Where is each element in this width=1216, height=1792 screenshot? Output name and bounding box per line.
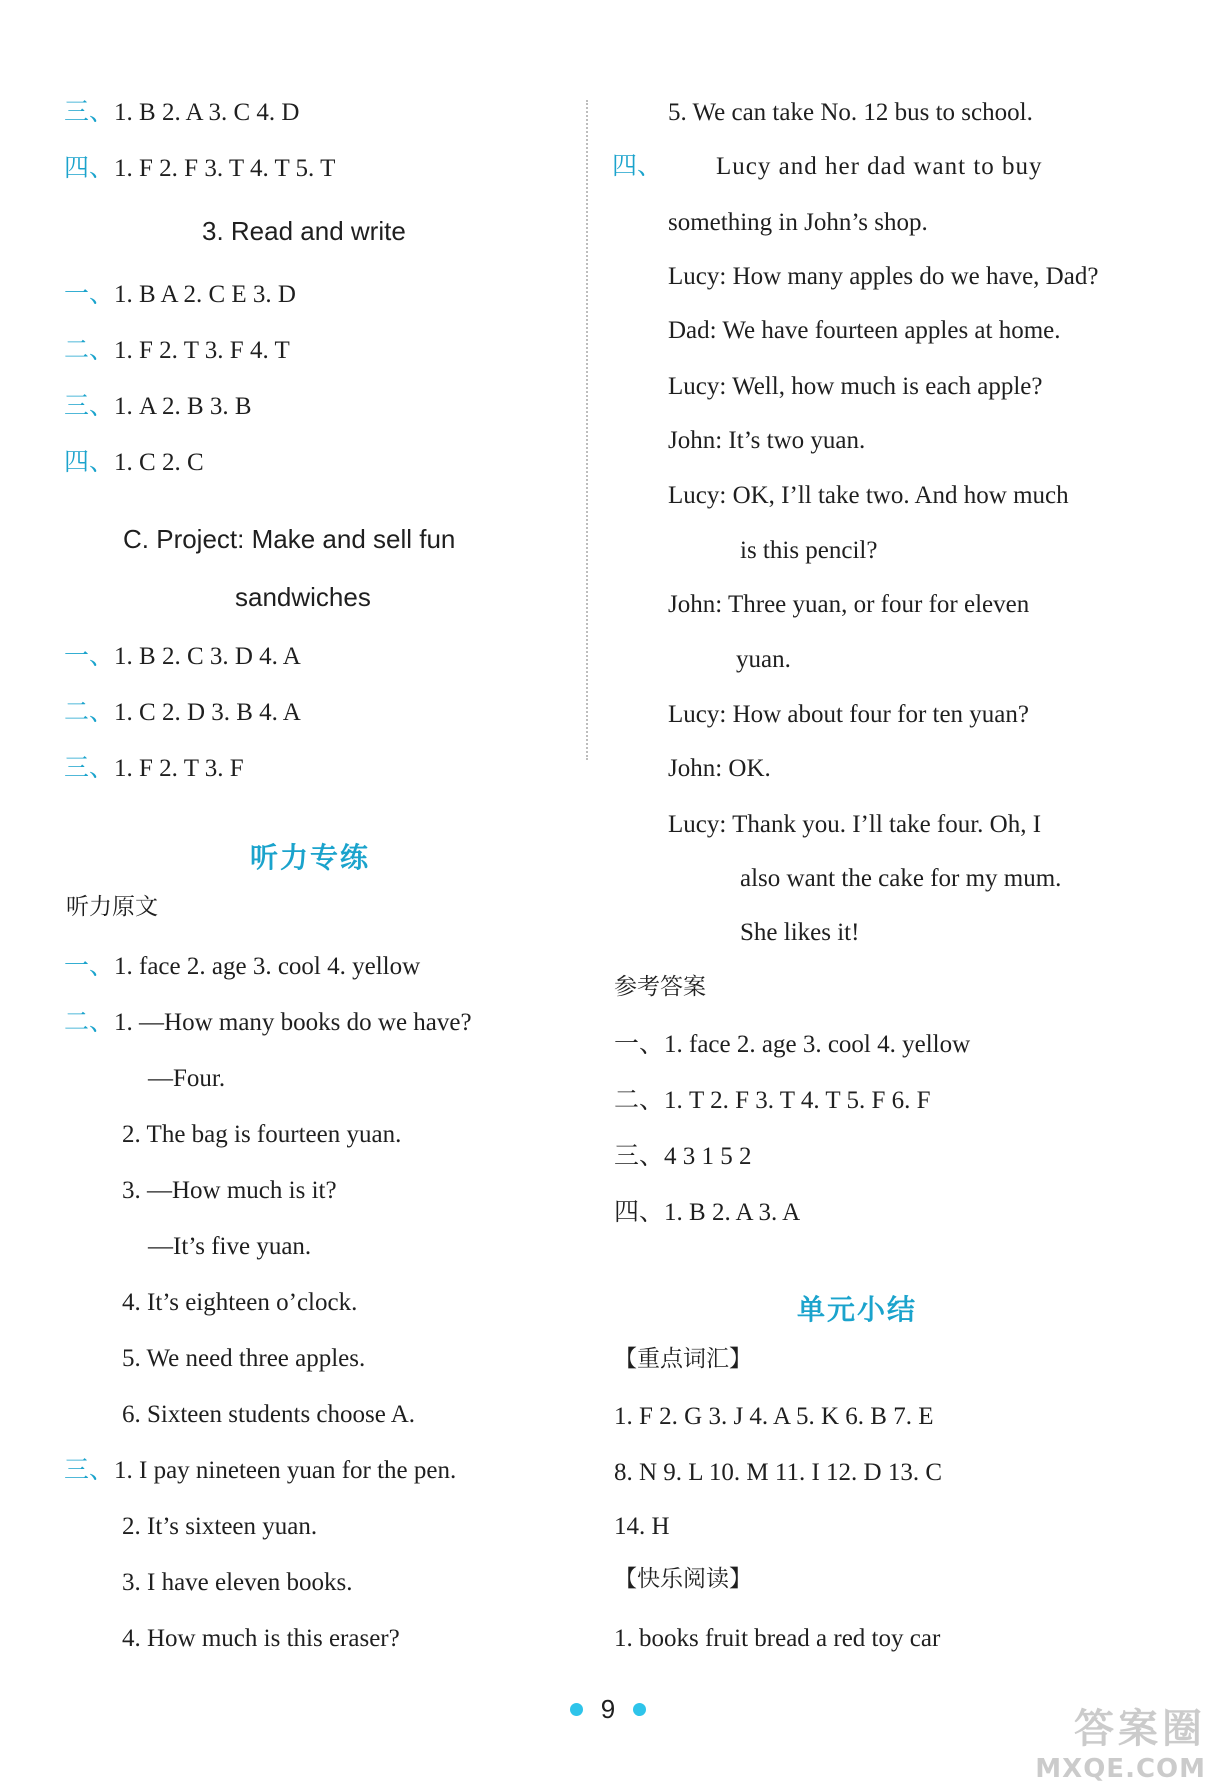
dialogue-line: Lucy: OK, I’ll take two. And how much xyxy=(668,482,1069,509)
subsection-label: 【重点词汇】 xyxy=(614,1346,752,1372)
answer-text: 1. C 2. D 3. B 4. A xyxy=(114,699,301,726)
answer-row xyxy=(614,1198,800,1228)
answer-row xyxy=(64,392,252,422)
answer-text: 1. B 2. A 3. A xyxy=(664,1199,801,1226)
section-heading: C. Project: Make and sell fun xyxy=(123,524,456,554)
answer-text: 1. face 2. age 3. cool 4. yellow xyxy=(664,1031,971,1058)
text-line: 5. We need three apples. xyxy=(122,1345,366,1372)
item-label: 一、 xyxy=(64,643,115,670)
answer-row xyxy=(614,1030,970,1060)
dialogue-line: John: It’s two yuan. xyxy=(668,427,866,454)
item-label: 二、 xyxy=(64,699,115,726)
text-line: 3. —How much is it? xyxy=(122,1177,337,1204)
answer-text: 1. F 2. T 3. F xyxy=(114,755,244,782)
item-label: 三、 xyxy=(64,755,115,782)
answer-text: 1. C 2. C xyxy=(114,449,204,476)
watermark-mark: 答案圈 xyxy=(1074,1706,1206,1752)
item-label: 三、 xyxy=(614,1143,665,1170)
page-footer xyxy=(0,1694,1216,1725)
answer-row xyxy=(64,1008,472,1038)
text-line: 5. We can take No. 12 bus to school. xyxy=(668,99,1033,126)
answer-text: 4 3 1 5 2 xyxy=(664,1143,752,1170)
answer-row xyxy=(64,754,244,784)
answer-row xyxy=(64,336,290,366)
answer-text: 1. B A 2. C E 3. D xyxy=(114,281,296,308)
text-line: something in John’s shop. xyxy=(668,209,928,236)
answer-row xyxy=(64,952,420,982)
bullet-dot-icon xyxy=(633,1703,646,1716)
text-line: 1. books fruit bread a red toy car xyxy=(614,1625,941,1652)
answer-row xyxy=(612,152,1043,182)
item-label: 一、 xyxy=(64,281,115,308)
answer-text: Lucy and her dad want to buy xyxy=(716,153,1043,180)
text-line: 4. How much is this eraser? xyxy=(122,1625,400,1652)
section-title: 听力专练 xyxy=(250,841,371,874)
answer-text: 1. F 2. T 3. F 4. T xyxy=(114,337,290,364)
answer-row xyxy=(614,1142,752,1172)
dialogue-line-cont: is this pencil? xyxy=(740,537,878,564)
answer-row xyxy=(64,98,299,128)
answer-text: 1. B 2. A 3. C 4. D xyxy=(114,99,300,126)
text-line: 8. N 9. L 10. M 11. I 12. D 13. C xyxy=(614,1459,943,1486)
answer-text: 1. F 2. F 3. T 4. T 5. T xyxy=(114,155,336,182)
subsection-label: 听力原文 xyxy=(66,894,158,920)
bullet-dot-icon xyxy=(570,1703,583,1716)
text-line: 14. H xyxy=(614,1513,670,1540)
dialogue-line: Lucy: Thank you. I’ll take four. Oh, I xyxy=(668,811,1042,838)
answer-text: 1. face 2. age 3. cool 4. yellow xyxy=(114,953,421,980)
answer-row xyxy=(64,154,335,184)
dialogue-line-cont: She likes it! xyxy=(740,919,860,946)
item-label: 二、 xyxy=(614,1087,665,1114)
text-line: 3. I have eleven books. xyxy=(122,1569,353,1596)
item-label: 三、 xyxy=(64,1457,115,1484)
answer-text: 1. A 2. B 3. B xyxy=(114,393,252,420)
item-label: 四、 xyxy=(64,449,115,476)
text-line: 2. It’s sixteen yuan. xyxy=(122,1513,318,1540)
answer-row xyxy=(64,1456,456,1486)
answer-text: 1. B 2. C 3. D 4. A xyxy=(114,643,301,670)
watermark xyxy=(1035,1697,1206,1784)
answer-text: 1. I pay nineteen yuan for the pen. xyxy=(114,1457,457,1484)
text-line: 6. Sixteen students choose A. xyxy=(122,1401,416,1428)
item-label: 二、 xyxy=(64,337,115,364)
column-divider xyxy=(586,100,588,760)
item-label: 四、 xyxy=(614,1199,665,1226)
dialogue-line-cont: also want the cake for my mum. xyxy=(740,865,1062,892)
dialogue-line-cont: yuan. xyxy=(736,646,791,673)
item-label: 三、 xyxy=(64,393,115,420)
answer-text: 1. T 2. F 3. T 4. T 5. F 6. F xyxy=(664,1087,931,1114)
subsection-label: 参考答案 xyxy=(614,974,706,1000)
item-label: 一、 xyxy=(64,953,115,980)
item-label: 四、 xyxy=(64,155,115,182)
dialogue-line: John: OK. xyxy=(668,755,771,782)
answer-row xyxy=(64,280,296,310)
dialogue-line: John: Three yuan, or four for eleven xyxy=(668,591,1030,618)
section-heading-cont: sandwiches xyxy=(235,582,371,612)
answer-text: 1. —How many books do we have? xyxy=(114,1009,472,1036)
item-label: 一、 xyxy=(614,1031,665,1058)
answer-row xyxy=(64,448,204,478)
dialogue-line: Lucy: Well, how much is each apple? xyxy=(668,373,1043,400)
dialogue-line: Lucy: How about four for ten yuan? xyxy=(668,701,1029,728)
text-line: —Four. xyxy=(148,1065,226,1092)
dialogue-line: Dad: We have fourteen apples at home. xyxy=(668,317,1061,344)
item-label: 四、 xyxy=(612,153,663,180)
section-heading: 3. Read and write xyxy=(202,216,406,246)
dialogue-line: Lucy: How many apples do we have, Dad? xyxy=(668,263,1099,290)
answer-row xyxy=(614,1086,931,1116)
watermark-url: MXQE.COM xyxy=(1035,1754,1206,1784)
text-line: —It’s five yuan. xyxy=(148,1233,312,1260)
item-label: 二、 xyxy=(64,1009,115,1036)
subsection-label: 【快乐阅读】 xyxy=(614,1566,752,1592)
text-line: 1. F 2. G 3. J 4. A 5. K 6. B 7. E xyxy=(614,1403,934,1430)
item-label: 三、 xyxy=(64,99,115,126)
text-line: 2. The bag is fourteen yuan. xyxy=(122,1121,402,1148)
section-title: 单元小结 xyxy=(797,1293,918,1326)
page-number: 9 xyxy=(600,1694,616,1724)
answer-row xyxy=(64,642,301,672)
answer-row xyxy=(64,698,301,728)
text-line: 4. It’s eighteen o’clock. xyxy=(122,1289,358,1316)
